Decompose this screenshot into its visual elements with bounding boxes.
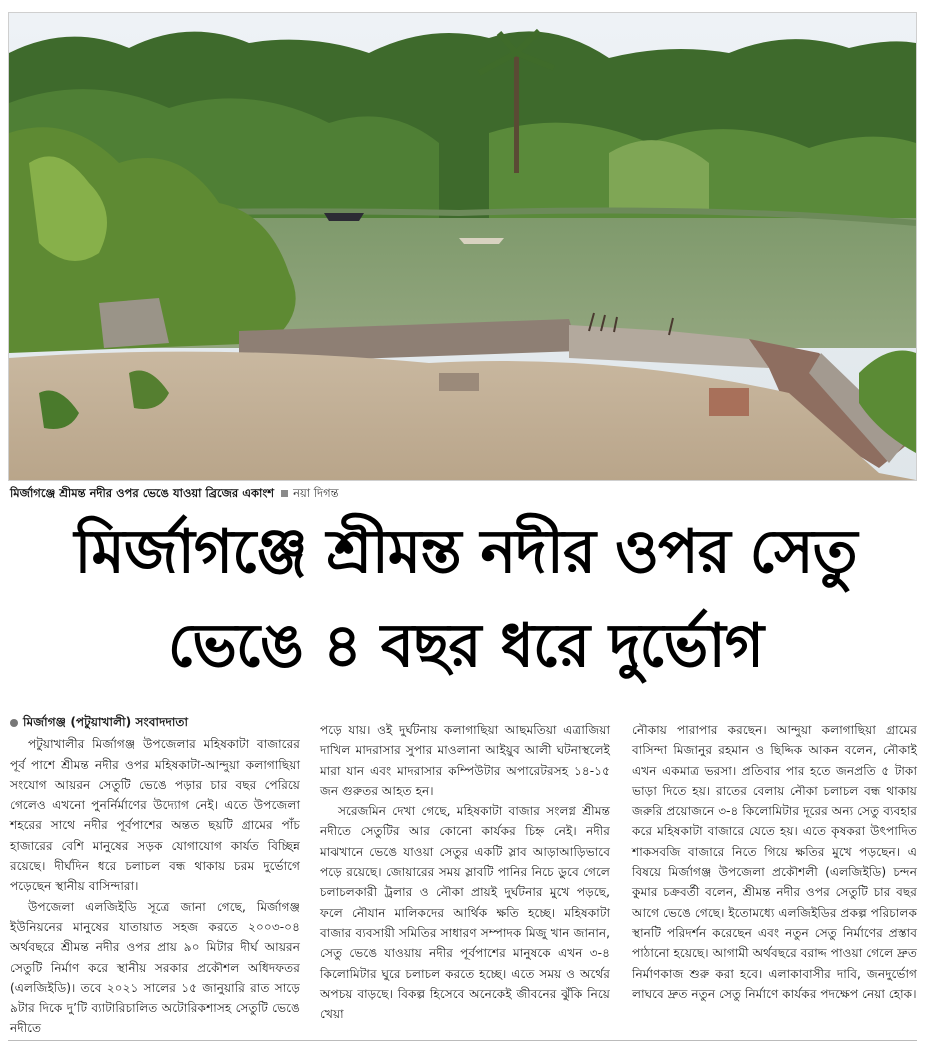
article-column-2 <box>320 720 610 1024</box>
paragraph: উপজেলা এলজিইডি সূত্রে জানা গেছে, মির্জাগঞ্জ ইউনিয়নের মানুষের যাতায়াত সহজ করতে ২০০৩-০৪ অর্থবছরে শ্রীমন্ত নদীর ওপর প্রায় ৯০ মিটার দীর্ঘ আয়রন সেতুটি নির্মাণ করে স্থানীয় সরকার প্রকৌশল অধিদফতর (এলজিইডি)। তবে ২০২১ সালের ১৫ জানুয়ারি রাত সাড়ে ৯টার দিকে দু’টি ব্যাটারিচালিত অটোরিকশাসহ সেতুটি ভেঙে নদীতে <box>10 899 300 1036</box>
article-column-1 <box>10 712 300 1039</box>
bullet-icon <box>10 719 18 727</box>
photo-caption <box>10 485 910 505</box>
byline-text: মির্জাগঞ্জ (পটুয়াখালী) সংবাদদাতা <box>23 715 189 729</box>
paragraph: পটুয়াখালীর মির্জাগঞ্জ উপজেলার মহিষকাটা বাজারের পূর্ব পাশে শ্রীমন্ত নদীর ওপর মহিষকাটা-আন্দুয়া কলাগাছিয়া সংযোগ আয়রন সেতুটি ভেঙে পড়ার চার বছর পেরিয়ে গেলেও এখনো পুনর্নির্মাণের উদ্যোগ নেই। এতে উপজেলা শহরের সাথে নদীর পূর্বপাশের অন্তত ছয়টি গ্রামের পাঁচ হাজারের বেশি মানুষের সড়ক যোগাযোগ কার্যত বিচ্ছিন্ন রয়েছে। দীর্ঘদিন ধরে চলাচল বন্ধ থাকায় চরম দুর্ভোগে পড়েছেন স্থানীয় বাসিন্দারা। <box>10 737 300 894</box>
byline <box>10 712 300 732</box>
article-column-3 <box>632 720 917 1004</box>
river-bridge-photo <box>9 13 916 480</box>
headline-line-2: ভেঙে ৪ বছর ধরে দুর্ভোগ <box>167 611 764 681</box>
paragraph: সরেজমিন দেখা গেছে, মহিষকাটা বাজার সংলগ্ন শ্রীমন্ত নদীতে সেতুটির আর কোনো কার্যকর চিহ্ন নেই। নদীর মাঝখানে ভেঙে যাওয়া সেতুর একটি স্লাব আড়াআড়িভাবে পড়ে রয়েছে। জোয়ারের সময় স্লাবটি পানির নিচে ডুবে গেলে চলাচলকারী ট্রলার ও নৌকা প্রায়ই দুর্ঘটনার মুখে পড়ছে, ফলে নৌযান মালিকদের আর্থিক ক্ষতি হচ্ছে। মহিষকাটা বাজার ব্যবসায়ী সমিতির সাধারণ সম্পাদক মিজু খান জানান, সেতু ভেঙে যাওয়ায় নদীর পূর্বপাশের মানুষকে এখন ৩-৪ কিলোমিটার ঘুরে চলাচল করতে হচ্ছে। এতে সময় ও অর্থের অপচয় বাড়ছে। বিকল্প হিসেবে অনেকেই জীবনের ঝুঁকি নিয়ে খেয়া <box>320 804 610 1022</box>
bottom-divider <box>8 1040 917 1041</box>
photo-credit: নয়া দিগন্ত <box>293 486 339 500</box>
separator-square-icon <box>281 490 288 497</box>
headline-line-1: মির্জাগঞ্জে শ্রীমন্ত নদীর ওপর সেতু <box>74 517 857 587</box>
paragraph: নৌকায় পারাপার করছেন। আন্দুয়া কলাগাছিয়া গ্রামের বাসিন্দা মিজানুর রহমান ও ছিদ্দিক আকন বলেন, নৌকাই এখন একমাত্র ভরসা। প্রতিবার পার হতে জনপ্রতি ৫ টাকা ভাড়া দিতে হয়। রাতের বেলায় নৌকা চলাচল বন্ধ থাকায় জরুরি প্রয়োজনে ৩-৪ কিলোমিটার দূরের অন্য সেতু ব্যবহার করে মহিষকাটা বাজারে যেতে হয়। এতে কৃষকরা উৎপাদিত শাকসবজি বাজারে নিতে গিয়ে ক্ষতির মুখে পড়ছেন। এ বিষয়ে মির্জাগঞ্জ উপজেলা প্রকৌশলী (এলজিইডি) চন্দন কুমার চক্রবর্তী বলেন, শ্রীমন্ত নদীর ওপর সেতুটি চার বছর আগে ভেঙে গেছে। ইতোমধ্যে এলজিইডির প্রকল্প পরিচালক স্থানটি পরিদর্শন করেছেন এবং নতুন সেতু নির্মাণের প্রস্তাব পাঠানো হয়েছে। আগামী অর্থবছরে বরাদ্দ পাওয়া গেলে দ্রুত নির্মাণকাজ শুরু করা হবে। এলাকাবাসীর দাবি, জনদুর্ভোগ লাঘবে দ্রুত নতুন সেতু নির্মাণে কার্যকর পদক্ষেপ নেয়া হোক। <box>632 723 917 1001</box>
paragraph: পড়ে যায়। ওই দুর্ঘটনায় কলাগাছিয়া আছমতিয়া এত্রাজিয়া দাখিল মাদরাসার সুপার মাওলানা আইয়ুব আলী ঘটনাস্থলেই মারা যান এবং মাদরাসার কম্পিউটার অপারেটরসহ ১৪-১৫ জন গুরুতর আহত হন। <box>320 723 610 798</box>
news-photo <box>8 12 917 481</box>
caption-text: মির্জাগঞ্জে শ্রীমন্ত নদীর ওপর ভেঙে যাওয়া ব্রিজের একাংশ <box>10 486 275 500</box>
